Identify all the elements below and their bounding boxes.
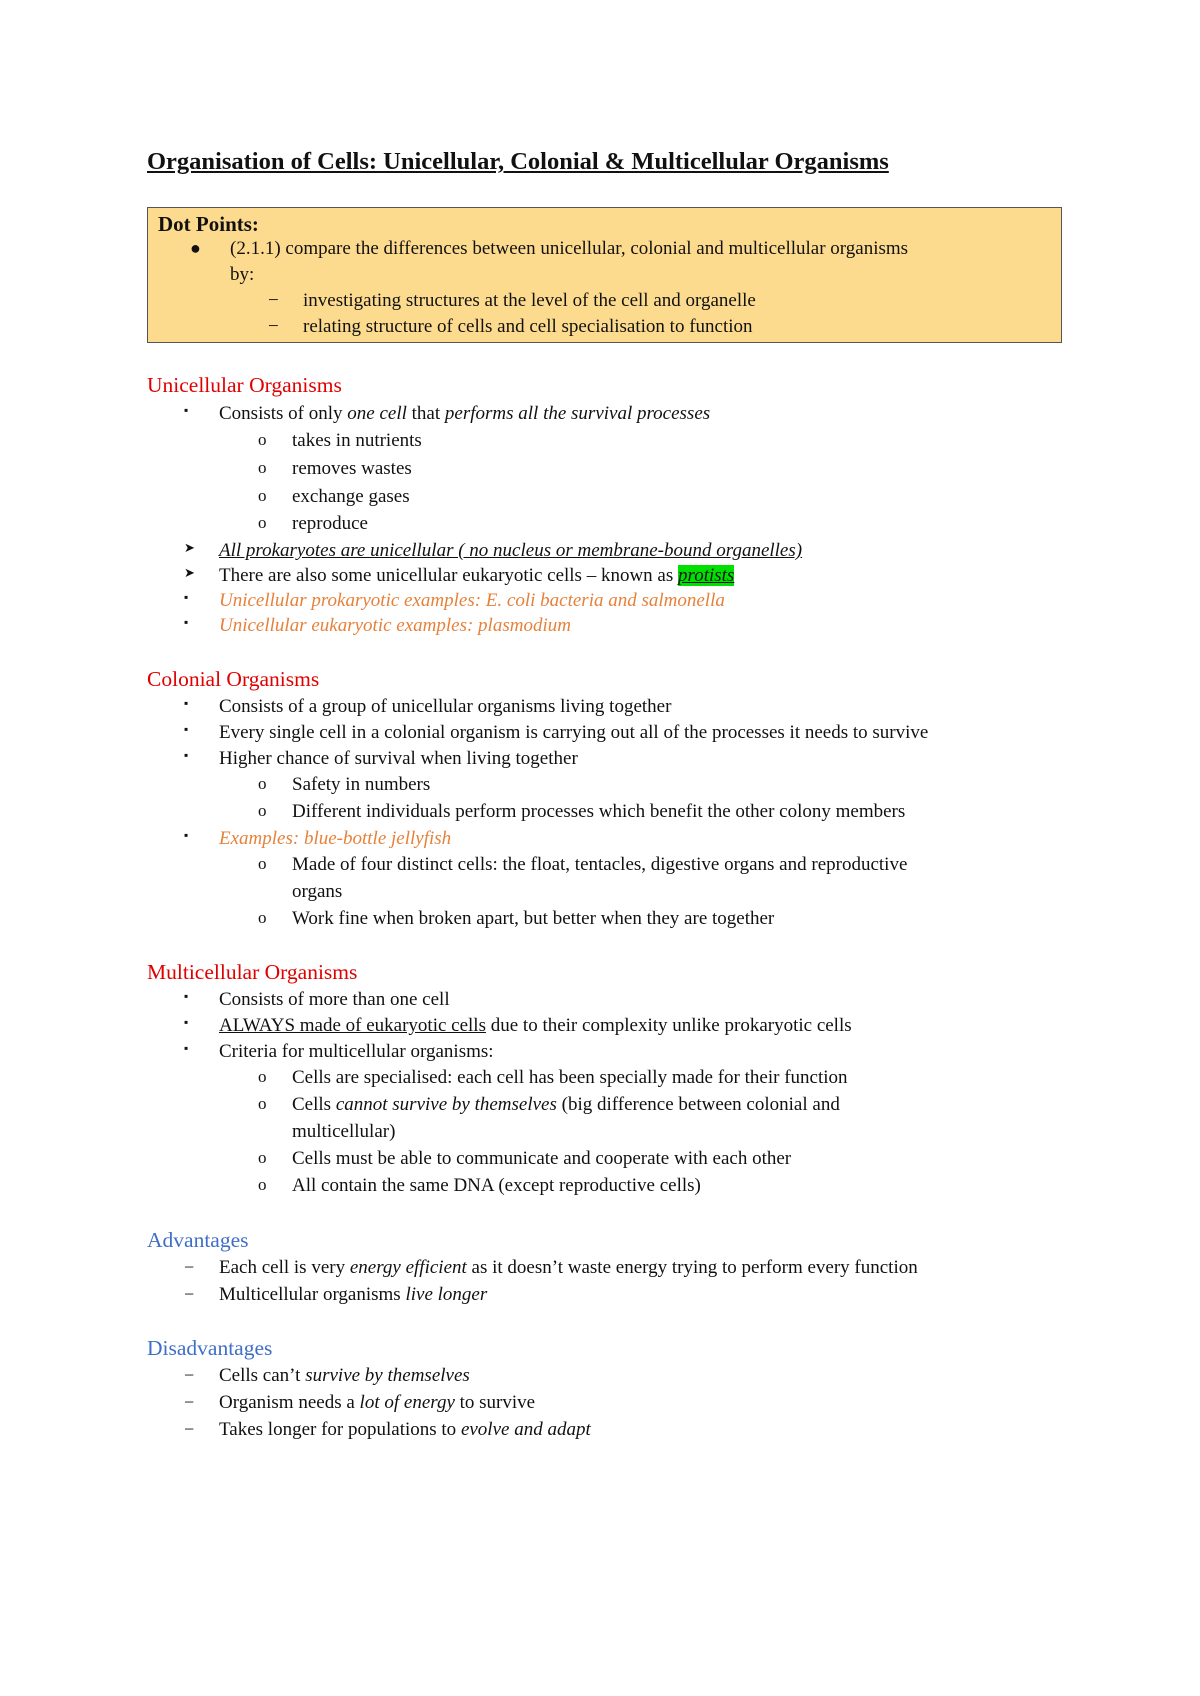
square-bullet-icon: ▪ — [184, 748, 189, 762]
dash-icon: − — [184, 1365, 195, 1385]
text: Each cell is very — [219, 1257, 350, 1278]
arrow-bullet-icon: ➤ — [184, 565, 195, 580]
text: live longer — [405, 1284, 488, 1305]
text: organs — [292, 881, 343, 902]
text: Examples: blue-bottle jellyfish — [219, 828, 452, 849]
circle-bullet-icon: o — [258, 1067, 267, 1086]
advantages-heading: Advantages — [147, 1228, 249, 1252]
dot-points-box — [147, 207, 1062, 343]
dot-point-item-continued: by: — [230, 264, 255, 285]
text: Safety in numbers — [292, 774, 431, 795]
bullet-dot-icon: ● — [190, 238, 201, 258]
circle-bullet-icon: o — [258, 1094, 267, 1113]
text: performs all the survival processes — [444, 403, 711, 424]
text: Consists of a group of unicellular organisms living together — [219, 696, 672, 717]
text: Higher chance of survival when living together — [219, 748, 578, 769]
highlighted-text: protists — [678, 565, 735, 586]
circle-bullet-icon: o — [258, 486, 267, 505]
document-title: Organisation of Cells: Unicellular, Colonial & Multicellular Organisms — [147, 148, 889, 175]
text: Cells — [292, 1094, 336, 1115]
text: that — [406, 403, 445, 424]
circle-bullet-icon: o — [258, 854, 267, 873]
text: takes in nutrients — [292, 430, 422, 451]
dot-points-heading: Dot Points: — [158, 212, 259, 236]
colonial-heading: Colonial Organisms — [147, 667, 320, 691]
square-bullet-icon: ▪ — [184, 403, 189, 417]
multicellular-heading: Multicellular Organisms — [147, 960, 358, 984]
text: Work fine when broken apart, but better when they are together — [292, 908, 775, 929]
disadvantages-heading: Disadvantages — [147, 1336, 273, 1360]
square-bullet-icon: ▪ — [184, 989, 189, 1003]
text: reproduce — [292, 513, 368, 534]
square-bullet-icon: ▪ — [184, 590, 189, 604]
circle-bullet-icon: o — [258, 1148, 267, 1167]
text: Criteria for multicellular organisms: — [219, 1041, 494, 1062]
text: Organism needs a — [219, 1392, 360, 1413]
square-bullet-icon: ▪ — [184, 696, 189, 710]
dash-icon: − — [184, 1284, 195, 1304]
text: Made of four distinct cells: the float, tentacles, digestive organs and reproductive — [292, 854, 908, 875]
circle-bullet-icon: o — [258, 1175, 267, 1194]
dash-icon: − — [184, 1257, 195, 1277]
dash-icon: − — [268, 290, 279, 311]
arrow-bullet-icon: ➤ — [184, 540, 195, 555]
text: one cell — [347, 403, 407, 424]
circle-bullet-icon: o — [258, 458, 267, 477]
text: exchange gases — [292, 486, 410, 507]
dot-point-sub-2: relating structure of cells and cell specialisation to function — [303, 316, 753, 337]
text: Takes longer for populations to — [219, 1419, 461, 1440]
dash-icon: − — [268, 316, 279, 337]
square-bullet-icon: ▪ — [184, 615, 189, 629]
text: There are also some unicellular eukaryotic cells – known as — [219, 565, 678, 586]
text: Consists of only — [219, 403, 348, 424]
text: multicellular) — [292, 1121, 396, 1142]
circle-bullet-icon: o — [258, 774, 267, 793]
dash-icon: − — [184, 1419, 195, 1439]
text: lot of energy — [359, 1392, 455, 1413]
text: Multicellular organisms — [219, 1284, 406, 1305]
square-bullet-icon: ▪ — [184, 828, 189, 842]
text: evolve and adapt — [460, 1419, 591, 1440]
text: ALWAYS made of eukaryotic cells — [219, 1015, 486, 1036]
circle-bullet-icon: o — [258, 908, 267, 927]
circle-bullet-icon: o — [258, 801, 267, 820]
text: Unicellular prokaryotic examples: E. coli bacteria and salmonella — [219, 590, 725, 611]
text: cannot survive by themselves — [335, 1094, 557, 1115]
dot-point-sub-1: investigating structures at the level of the cell and organelle — [303, 290, 756, 311]
text: energy efficient — [349, 1257, 467, 1278]
text: due to their complexity unlike prokaryotic cells — [485, 1015, 852, 1036]
text: Different individuals perform processes which benefit the other colony members — [292, 801, 906, 822]
text: removes wastes — [292, 458, 412, 479]
square-bullet-icon: ▪ — [184, 1041, 189, 1055]
text: Unicellular eukaryotic examples: plasmodium — [219, 615, 571, 636]
dot-point-item: (2.1.1) compare the differences between unicellular, colonial and multicellular organisms — [230, 238, 909, 259]
unicellular-heading: Unicellular Organisms — [147, 373, 342, 397]
text: Every single cell in a colonial organism is carrying out all of the processes it needs to survive — [219, 722, 929, 743]
text: survive by themselves — [305, 1365, 470, 1386]
text: (big difference between colonial and — [556, 1094, 840, 1115]
text: Cells can’t — [219, 1365, 306, 1386]
text: Cells are specialised: each cell has been specially made for their function — [292, 1067, 848, 1088]
text: All prokaryotes are unicellular ( no nucleus or membrane-bound organelles) — [219, 540, 803, 561]
dash-icon: − — [184, 1392, 195, 1412]
circle-bullet-icon: o — [258, 513, 267, 532]
square-bullet-icon: ▪ — [184, 722, 189, 736]
text: All contain the same DNA (except reproductive cells) — [292, 1175, 701, 1196]
text: as it doesn’t waste energy trying to perform every function — [466, 1257, 918, 1278]
circle-bullet-icon: o — [258, 430, 267, 449]
text: to survive — [454, 1392, 536, 1413]
square-bullet-icon: ▪ — [184, 1015, 189, 1029]
text: Consists of more than one cell — [219, 989, 450, 1010]
text: Cells must be able to communicate and cooperate with each other — [292, 1148, 792, 1169]
